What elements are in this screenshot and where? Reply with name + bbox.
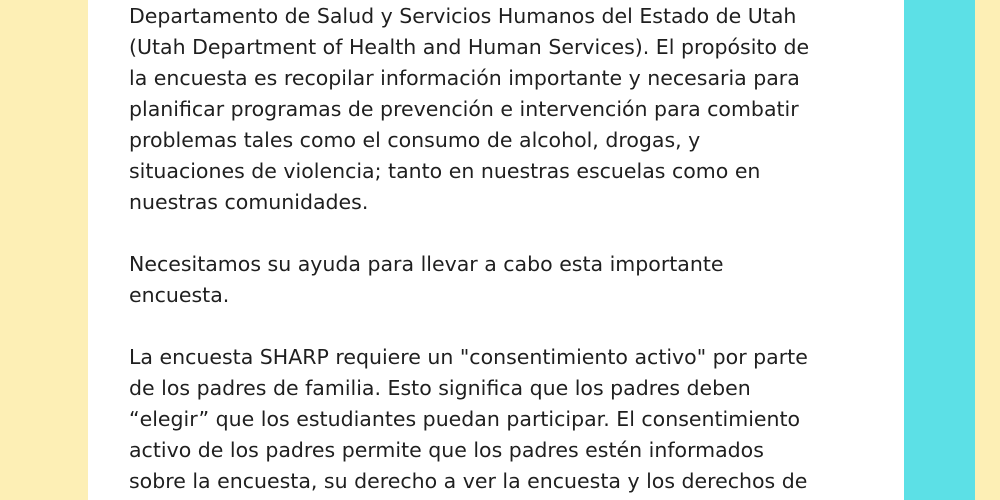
right-accent-band bbox=[904, 0, 975, 500]
text-line: de los padres de familia. Esto significa que los padres deben bbox=[129, 376, 751, 400]
text-line: situaciones de violencia; tanto en nuestras escuelas como en bbox=[129, 159, 761, 183]
text-line: La encuesta SHARP requiere un "consentimiento activo" por parte bbox=[129, 345, 808, 369]
paragraph-help-request bbox=[129, 249, 869, 311]
text-line: (Utah Department of Health and Human Services). El propósito de bbox=[129, 35, 810, 59]
document-body bbox=[129, 1, 869, 500]
text-line: la encuesta es recopilar información importante y necesaria para bbox=[129, 66, 800, 90]
text-line: activo de los padres permite que los padres estén informados bbox=[129, 438, 764, 462]
document-card bbox=[88, 0, 904, 500]
paragraph-active-consent bbox=[129, 342, 869, 497]
text-line: planificar programas de prevención e intervención para combatir bbox=[129, 97, 799, 121]
text-line: sobre la encuesta, su derecho a ver la encuesta y los derechos de bbox=[129, 469, 808, 493]
paragraph-survey-purpose bbox=[129, 1, 869, 218]
text-line: Necesitamos su ayuda para llevar a cabo esta importante bbox=[129, 252, 724, 276]
text-line: “elegir” que los estudiantes puedan participar. El consentimiento bbox=[129, 407, 801, 431]
text-line: problemas tales como el consumo de alcohol, drogas, y bbox=[129, 128, 701, 152]
text-line: Departamento de Salud y Servicios Humanos del Estado de Utah bbox=[129, 4, 797, 28]
text-line: nuestras comunidades. bbox=[129, 190, 369, 214]
text-line: encuesta. bbox=[129, 283, 230, 307]
left-decorative-band bbox=[0, 0, 88, 500]
right-decorative-band bbox=[975, 0, 1000, 500]
